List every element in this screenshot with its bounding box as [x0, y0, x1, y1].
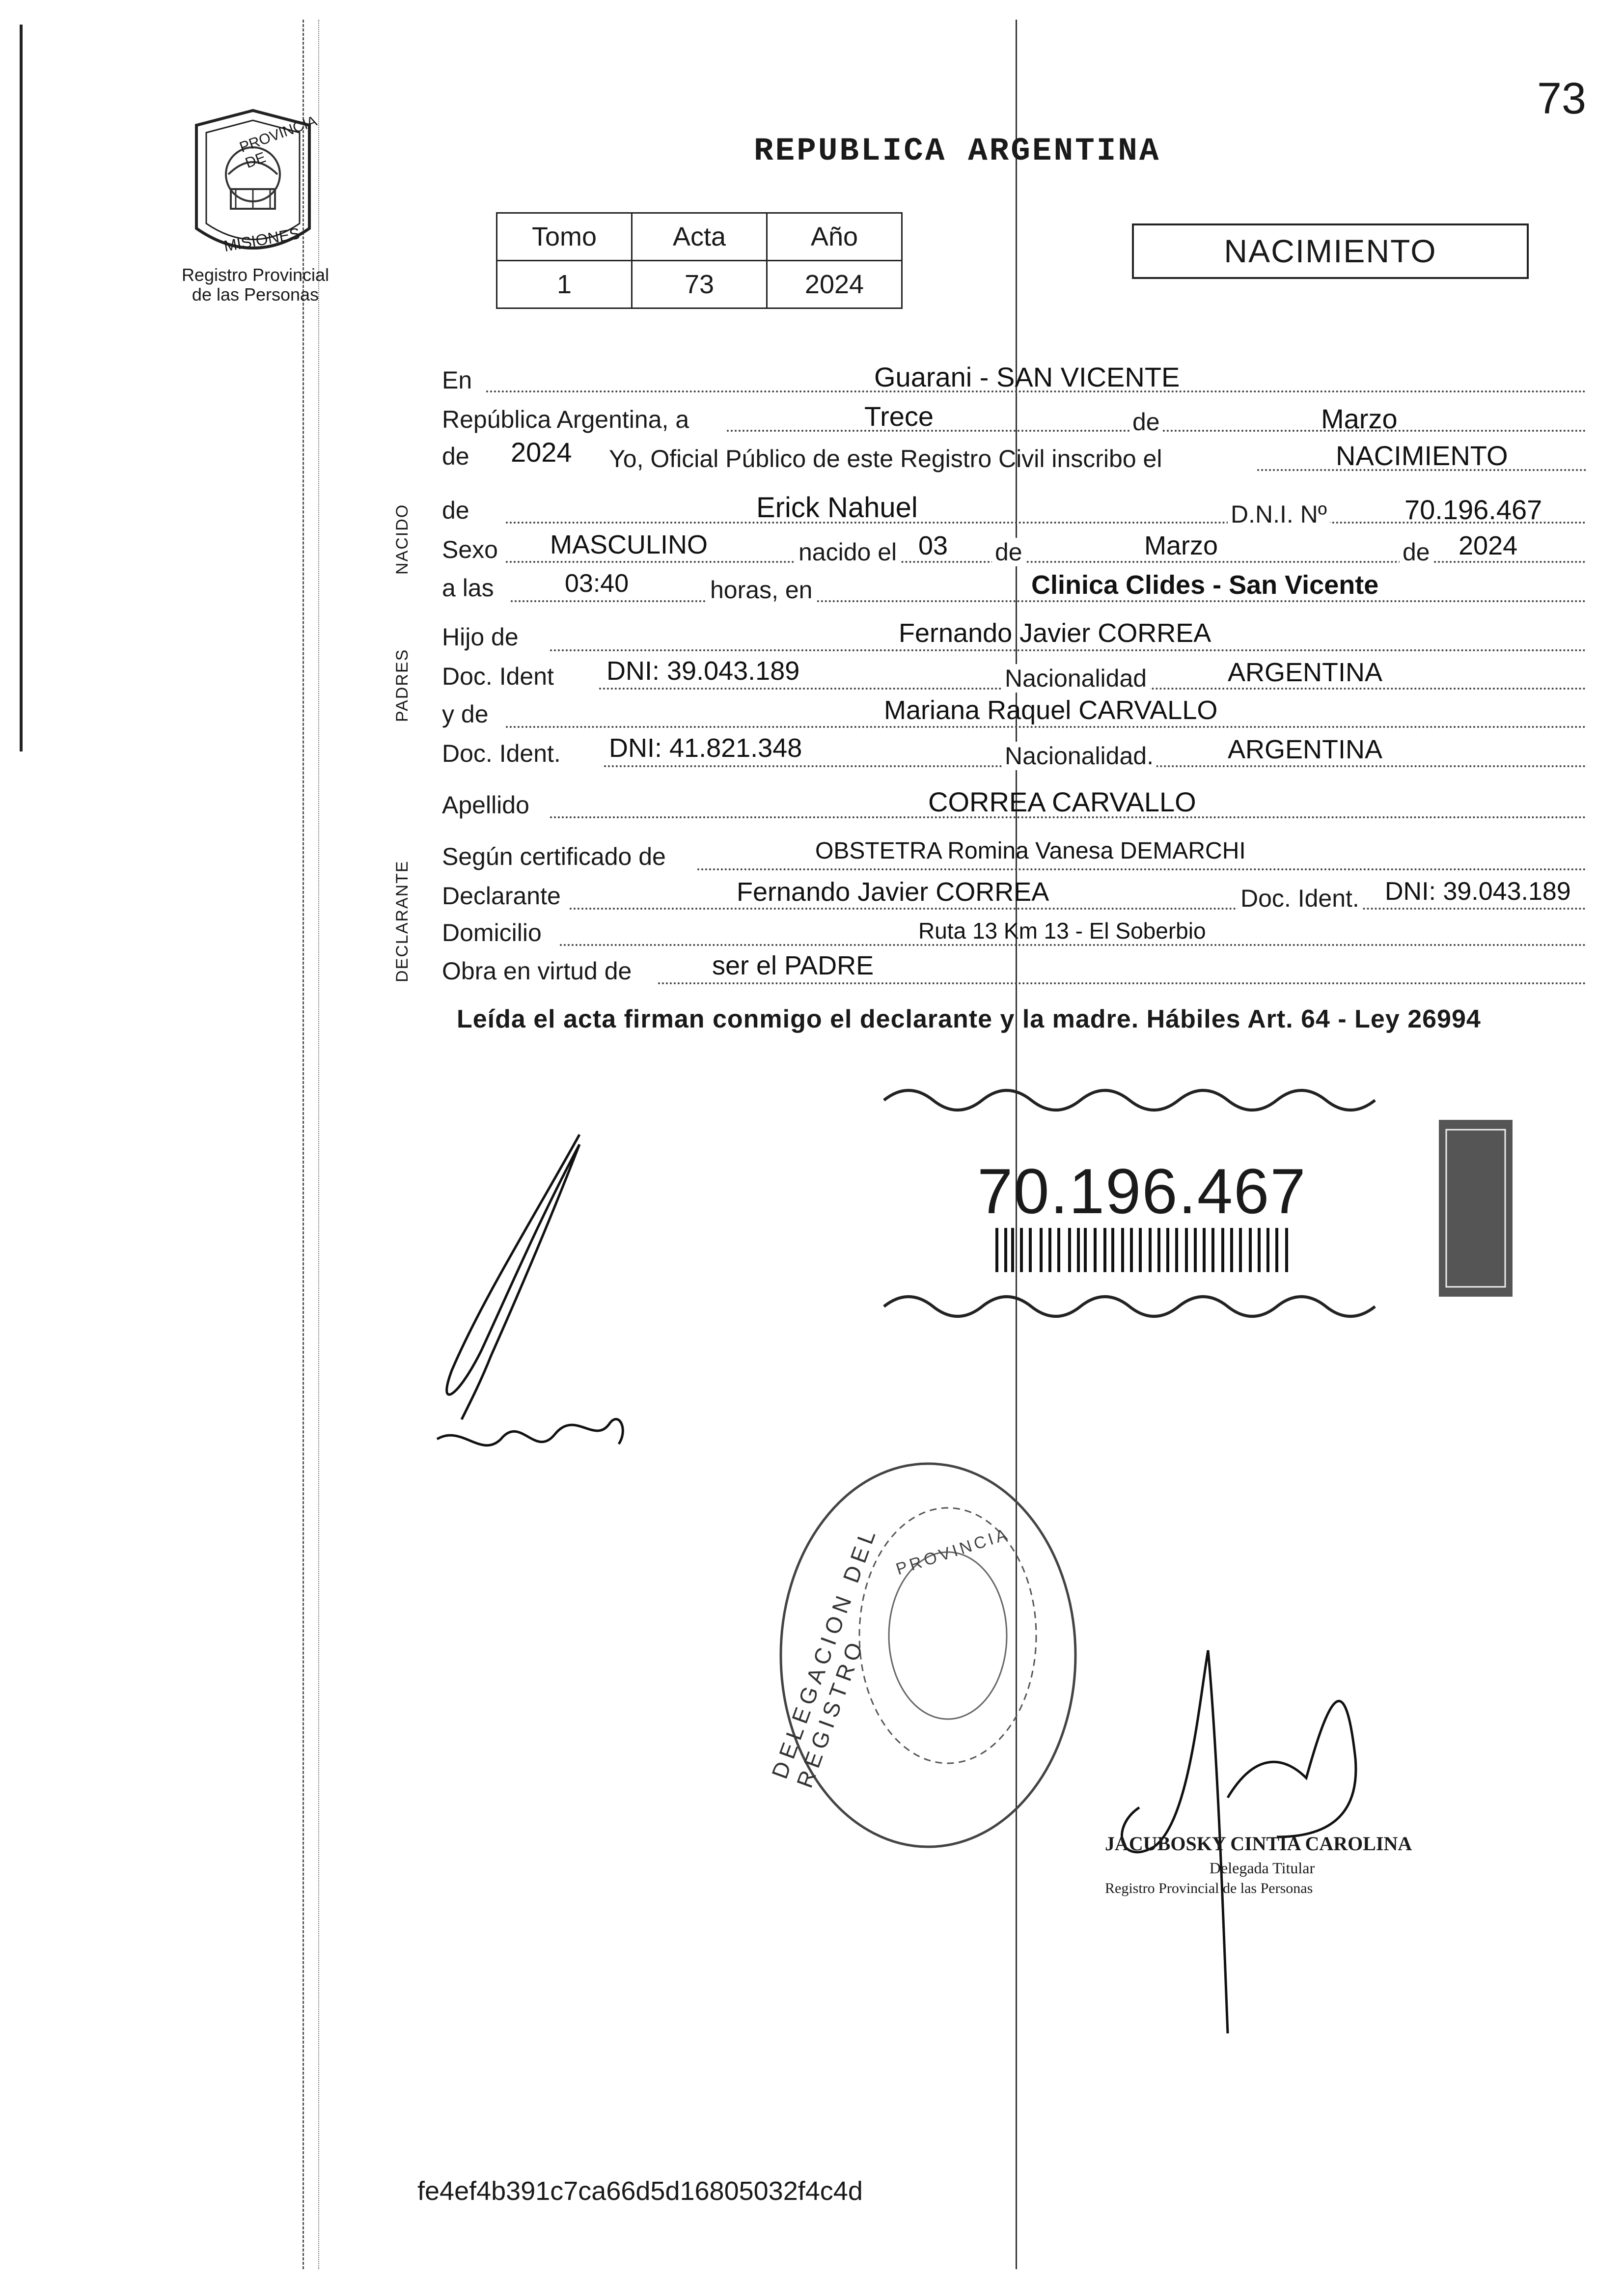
- value-padre: Fernando Javier CORREA: [899, 618, 1211, 648]
- label-de: de: [1129, 408, 1163, 436]
- label-doc-ident-padre: Doc. Ident: [442, 663, 554, 690]
- registry-caption: [162, 265, 349, 305]
- value-domicilio: Ruta 13 Km 13 - El Soberbio: [918, 918, 1206, 944]
- side-label-nacido: NACIDO: [393, 503, 412, 575]
- binding-line: [303, 20, 304, 2269]
- country-title: REPUBLICA ARGENTINA: [754, 133, 1161, 169]
- closing-text: Leída el acta firman conmigo el declarante y la madre. Hábiles Art. 64 - Ley 26994: [457, 1005, 1481, 1033]
- value-mes: Marzo: [1321, 403, 1398, 434]
- value-lugar: Clinica Clides - San Vicente: [1031, 570, 1379, 600]
- value-anio: 2024: [511, 437, 572, 468]
- dotted-line: [658, 982, 1586, 984]
- page-number: 73: [1537, 74, 1587, 123]
- dotted-line: [570, 908, 1586, 910]
- dotted-line: [550, 649, 1586, 651]
- label-hijo-de: Hijo de: [442, 623, 519, 651]
- document-hash: fe4ef4b391c7ca66d5d16805032f4c4d: [417, 2176, 863, 2206]
- value-hora: 03:40: [565, 569, 629, 598]
- dotted-line: [560, 944, 1586, 946]
- provincial-seal: [182, 106, 324, 268]
- value-madre-dni: DNI: 41.821.348: [609, 733, 802, 763]
- label-segun-certificado: Según certificado de: [442, 843, 666, 870]
- value-apellido: CORREA CARVALLO: [928, 786, 1196, 817]
- label-nacido-el: nacido el: [796, 538, 900, 566]
- label-y-de: y de: [442, 700, 489, 728]
- left-margin-rule: [20, 25, 23, 751]
- label-de-nombre: de: [442, 497, 469, 524]
- stamp-ring-text: DELEGACION DEL REGISTRO: [766, 1523, 882, 1791]
- label-en: En: [442, 366, 472, 394]
- label-horas-en: horas, en: [707, 576, 815, 604]
- official-name: JACUBOSKY CINTIA CAROLINA: [1105, 1833, 1412, 1855]
- label-republica: República Argentina, a: [442, 406, 689, 433]
- side-label-padres: PADRES: [393, 648, 412, 722]
- dotted-line: [511, 600, 1586, 602]
- official-org: Registro Provincial de las Personas: [1105, 1880, 1313, 1896]
- official-stamp: [1105, 1832, 1419, 1897]
- value-nac-mes: Marzo: [1144, 531, 1218, 560]
- ref-header-acta: Acta: [632, 213, 767, 261]
- value-dia: Trece: [864, 401, 934, 432]
- label-obra-en-virtud: Obra en virtud de: [442, 957, 632, 985]
- value-nombre: Erick Nahuel: [756, 492, 918, 524]
- label-de-anio: de: [442, 443, 469, 470]
- seal-ring-top: PROVINCIA DE: [237, 113, 319, 172]
- seal-ring-bottom: MISIONES: [222, 224, 302, 255]
- reference-table: [496, 212, 903, 309]
- label-apellido: Apellido: [442, 791, 529, 819]
- value-madre-nac: ARGENTINA: [1228, 735, 1383, 764]
- value-dni: 70.196.467: [1404, 494, 1542, 525]
- ref-header-tomo: Tomo: [497, 213, 632, 261]
- label-a-las: a las: [442, 574, 494, 602]
- value-declarante-dni: DNI: 39.043.189: [1385, 877, 1571, 906]
- value-sexo: MASCULINO: [550, 530, 708, 559]
- ref-header-anio: Año: [767, 213, 902, 261]
- registry-caption-line2: de las Personas: [192, 284, 319, 305]
- sticker-number: 70.196.467: [977, 1155, 1307, 1227]
- value-madre: Mariana Raquel CARVALLO: [884, 695, 1218, 725]
- side-label-declarante: DECLARANTE: [393, 860, 412, 982]
- record-type-box: [1132, 223, 1529, 279]
- signature-declarante: [422, 1125, 638, 1481]
- value-nac-anio: 2024: [1459, 531, 1518, 560]
- dotted-line: [506, 726, 1586, 728]
- record-type: NACIMIENTO: [1224, 233, 1437, 269]
- value-certificado: OBSTETRA Romina Vanesa DEMARCHI: [815, 838, 1246, 864]
- ref-value-anio: 2024: [767, 261, 902, 308]
- label-domicilio: Domicilio: [442, 919, 542, 946]
- registry-caption-line1: Registro Provincial: [181, 265, 330, 285]
- label-sexo: Sexo: [442, 536, 498, 563]
- value-inscribo: NACIMIENTO: [1336, 440, 1508, 471]
- label-declarante: Declarante: [442, 882, 561, 910]
- value-padre-nac: ARGENTINA: [1228, 658, 1383, 687]
- label-de-nac: de: [992, 538, 1025, 566]
- ref-value-tomo: 1: [497, 261, 632, 308]
- id-sticker: [879, 1085, 1517, 1331]
- value-nac-dia: 03: [918, 531, 948, 560]
- official-title: Delegada Titular: [1209, 1859, 1315, 1877]
- label-de-nac2: de: [1400, 538, 1433, 566]
- label-doc-ident-declarante: Doc. Ident.: [1238, 884, 1362, 913]
- value-declarante: Fernando Javier CORREA: [737, 877, 1049, 907]
- label-doc-ident-madre: Doc. Ident.: [442, 740, 561, 767]
- label-dni: D.N.I. Nº: [1228, 500, 1330, 528]
- value-padre-dni: DNI: 39.043.189: [606, 656, 800, 686]
- delegation-stamp: [766, 1459, 1080, 1862]
- dotted-line: [697, 868, 1586, 870]
- label-nacionalidad-padre: Nacionalidad: [1002, 664, 1150, 693]
- label-oficial: Yo, Oficial Público de este Registro Civil inscribo el: [609, 445, 1162, 472]
- label-nacionalidad-madre: Nacionalidad.: [1002, 742, 1156, 770]
- ref-value-acta: 73: [632, 261, 767, 308]
- stamp-inner-text: PROVINCIA: [893, 1524, 1012, 1579]
- value-obra: ser el PADRE: [712, 951, 874, 980]
- binding-line-2: [318, 20, 319, 2269]
- value-localidad: Guarani - SAN VICENTE: [874, 361, 1180, 392]
